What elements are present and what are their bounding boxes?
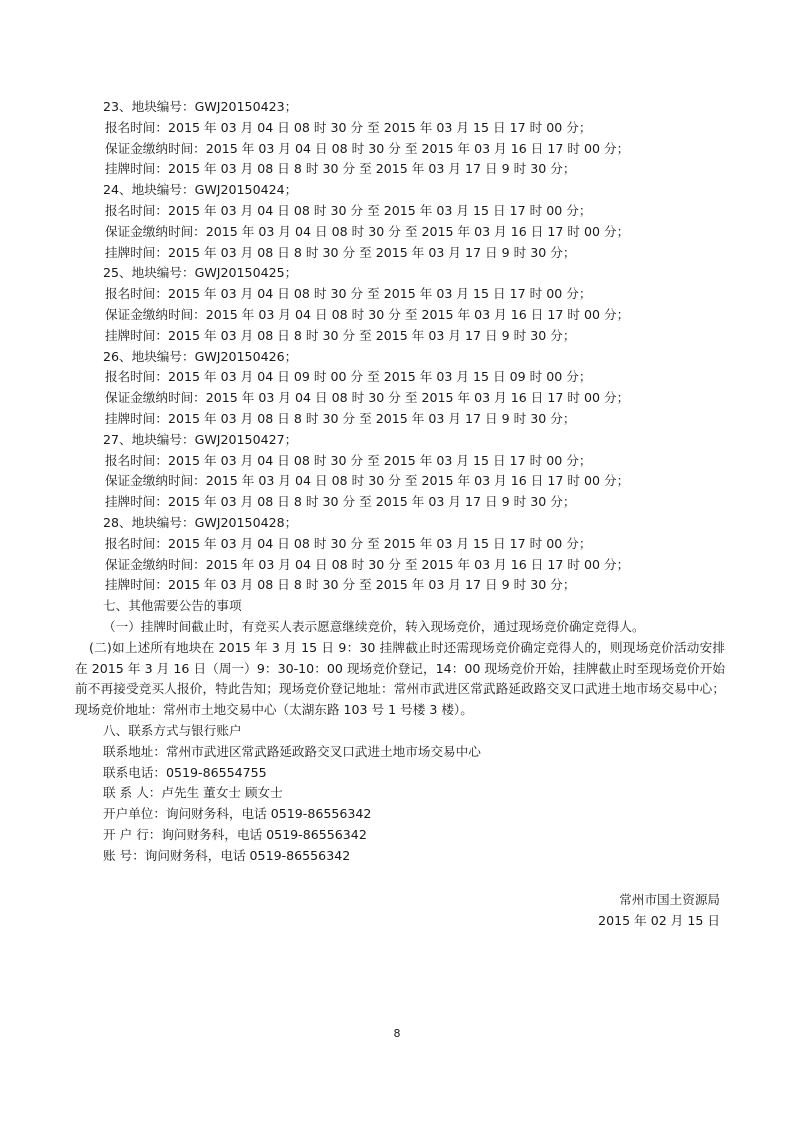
deposit-time: 保证金缴纳时间：2015 年 03 月 04 日 08 时 30 分 至 2015 年 03 月 16 日 17 时 00 分； [105, 306, 630, 322]
bank-name: 开 户 行：询问财务科，电话 0519-86556342 [103, 826, 367, 842]
registration-time: 报名时间：2015 年 03 月 04 日 08 时 30 分 至 2015 年 03 月 15 日 17 时 00 分； [105, 202, 592, 218]
listing-time: 挂牌时间：2015 年 03 月 08 日 8 时 30 分 至 2015 年 03 月 17 日 9 时 30 分； [105, 244, 576, 260]
deposit-time: 保证金缴纳时间：2015 年 03 月 04 日 08 时 30 分 至 2015 年 03 月 16 日 17 时 00 分； [105, 473, 630, 489]
registration-time: 报名时间：2015 年 03 月 04 日 08 时 30 分 至 2015 年 03 月 15 日 17 时 00 分； [105, 452, 592, 468]
listing-time: 挂牌时间：2015 年 03 月 08 日 8 时 30 分 至 2015 年 03 月 17 日 9 时 30 分； [105, 161, 576, 177]
page-number: 8 [393, 1027, 401, 1040]
parcel-header: 25、地块编号：GWJ20150425； [103, 265, 298, 281]
deposit-time: 保证金缴纳时间：2015 年 03 月 04 日 08 时 30 分 至 2015 年 03 月 16 日 17 时 00 分； [105, 390, 630, 406]
listing-time: 挂牌时间：2015 年 03 月 08 日 8 时 30 分 至 2015 年 03 月 17 日 9 时 30 分； [105, 577, 576, 593]
account-unit: 开户单位：询问财务科，电话 0519-86556342 [103, 806, 372, 822]
registration-time: 报名时间：2015 年 03 月 04 日 08 时 30 分 至 2015 年 03 月 15 日 17 时 00 分； [105, 535, 592, 551]
listing-time: 挂牌时间：2015 年 03 月 08 日 8 时 30 分 至 2015 年 03 月 17 日 9 时 30 分； [105, 494, 576, 510]
parcel-header: 28、地块编号：GWJ20150428； [103, 514, 298, 530]
section-7-item-2: (二)如上述所有地块在 2015 年 3 月 15 日 9：30 挂牌截止时还需现场竞价确定竞得人的，则现场竞价活动安排在 2015 年 3 月 16 日（周一）9：30-10：00 现场竞价登记，14：00 现场竞价开始，挂牌截止时至现场竞价开始前不再接受竞买人报价，特此告知；现场竞价登记地址：常州市武进区常武路延政路交叉口武进土地市场交易中心；现场竞价地址：常州市土地交易中心（太湖东路 103 号 1 号楼 3 楼）。 [75, 639, 725, 718]
parcel-block [75, 180, 725, 263]
parcel-header: 23、地块编号：GWJ20150423； [103, 99, 298, 114]
registration-time: 报名时间：2015 年 03 月 04 日 08 时 30 分 至 2015 年 03 月 15 日 17 时 00 分； [105, 119, 592, 135]
account-number: 账 号：询问财务科，电话 0519-86556342 [103, 847, 351, 863]
parcel-block [75, 513, 725, 596]
section-8-heading: 八、联系方式与银行账户 [103, 722, 242, 738]
parcel-block [75, 263, 725, 346]
deposit-time: 保证金缴纳时间：2015 年 03 月 04 日 08 时 30 分 至 2015 年 03 月 16 日 17 时 00 分； [105, 223, 630, 239]
contact-persons: 联 系 人：卢先生 董女士 顾女士 [103, 785, 283, 801]
parcel-header: 24、地块编号：GWJ20150424； [103, 182, 298, 198]
registration-time: 报名时间：2015 年 03 月 04 日 08 时 30 分 至 2015 年 03 月 15 日 17 时 00 分； [105, 286, 592, 302]
parcel-header: 26、地块编号：GWJ20150426； [103, 348, 298, 364]
registration-time: 报名时间：2015 年 03 月 04 日 09 时 00 分 至 2015 年 03 月 15 日 09 时 00 分； [105, 369, 592, 385]
parcel-block [75, 97, 725, 180]
deposit-time: 保证金缴纳时间：2015 年 03 月 04 日 08 时 30 分 至 2015 年 03 月 16 日 17 时 00 分； [105, 140, 630, 156]
parcel-header: 27、地块编号：GWJ20150427； [103, 431, 298, 447]
contact-phone: 联系电话：0519-86554755 [103, 764, 267, 780]
parcel-block [75, 430, 725, 513]
contact-address: 联系地址：常州市武进区常武路延政路交叉口武进土地市场交易中心 [103, 743, 481, 759]
deposit-time: 保证金缴纳时间：2015 年 03 月 04 日 08 时 30 分 至 2015 年 03 月 16 日 17 时 00 分； [105, 556, 630, 572]
section-7-item-1: （一）挂牌时间截止时，有竞买人表示愿意继续竞价，转入现场竞价，通过现场竞价确定竞得人。 [103, 618, 645, 634]
signature-block [598, 889, 720, 931]
listing-time: 挂牌时间：2015 年 03 月 08 日 8 时 30 分 至 2015 年 03 月 17 日 9 时 30 分； [105, 327, 576, 343]
document-body [75, 97, 725, 866]
issuer-name: 常州市国土资源局 [619, 892, 720, 907]
listing-time: 挂牌时间：2015 年 03 月 08 日 8 时 30 分 至 2015 年 03 月 17 日 9 时 30 分； [105, 410, 576, 426]
parcel-block [75, 347, 725, 430]
issue-date: 2015 年 02 月 15 日 [598, 913, 720, 928]
section-7-heading: 七、其他需要公告的事项 [103, 598, 242, 614]
